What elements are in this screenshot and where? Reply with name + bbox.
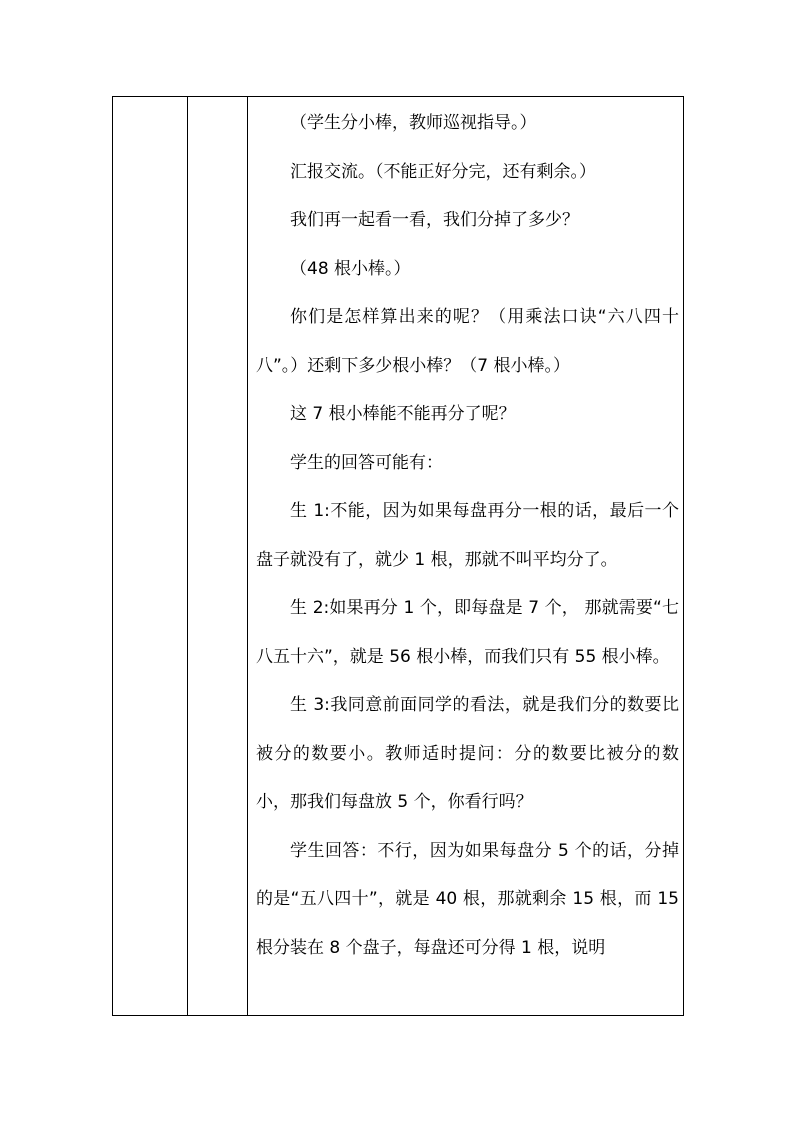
paragraph: 这 7 根小棒能不能再分了呢？ bbox=[290, 404, 516, 424]
paragraph: 生 3:我同意前面同学的看法，就是我们分的数要比被分的数要小。教师适时提问：分的数要比被分的数小，那我们每盘放 5 个，你看行吗？ bbox=[256, 695, 679, 812]
paragraph: 学生的回答可能有： bbox=[290, 452, 443, 473]
paragraph: （48 根小棒。） bbox=[290, 258, 411, 279]
paragraph: 你们是怎样算出来的呢？（用乘法口诀“六八四十八”。）还剩下多少根小棒？（7 根小棒。） bbox=[256, 307, 679, 376]
lesson-table bbox=[112, 96, 684, 1016]
paragraph: （学生分小棒，教师巡视指导。） bbox=[290, 113, 537, 133]
paragraph: 生 1:不能，因为如果每盘再分一根的话，最后一个盘子就没有了，就少 1 根，那就不叫平均分了。 bbox=[256, 501, 679, 570]
paragraph: 汇报交流。（不能正好分完，还有剩余。） bbox=[290, 161, 596, 182]
paragraph: 学生回答：不行，因为如果每盘分 5 个的话，分掉的是“五八四十”，就是 40 根，那就剩余 15 根，而 15 根分装在 8 个盘子，每盘还可分得 1 根，说明 bbox=[256, 840, 679, 958]
paragraph: 我们再一起看一看，我们分掉了多少？ bbox=[290, 210, 579, 230]
table-column-1 bbox=[113, 97, 187, 1015]
table-column-2 bbox=[188, 97, 247, 1015]
lesson-content-cell bbox=[248, 97, 683, 1015]
paragraph: 生 2:如果再分 1 个，即每盘是 7 个， 那就需要“七八五十六”，就是 56 根小棒，而我们只有 55 根小棒。 bbox=[256, 598, 679, 667]
